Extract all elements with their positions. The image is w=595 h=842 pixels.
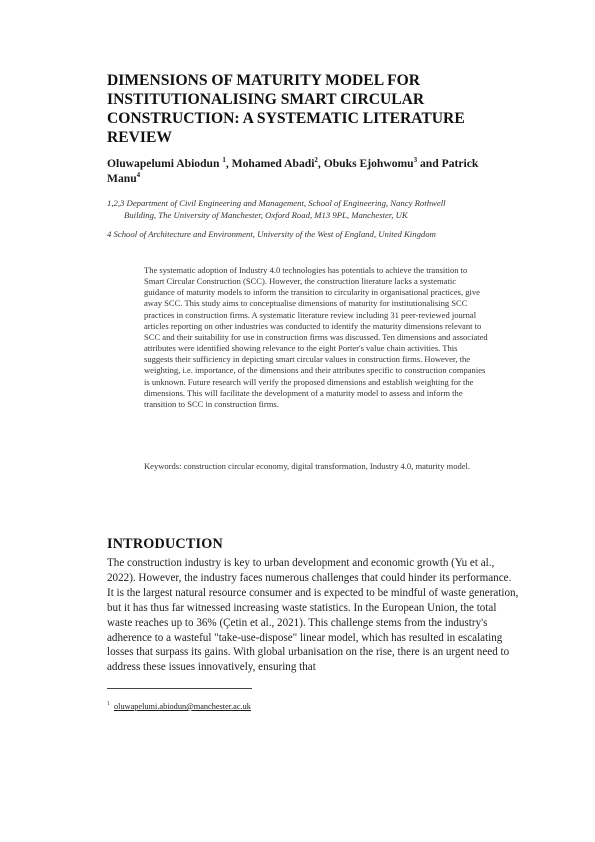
author-name: Patrick Manu: [107, 157, 479, 185]
affiliation-line: Building, The University of Manchester, Oxford Road, M13 9PL, Manchester, UK: [124, 210, 408, 220]
section-heading-introduction: INTRODUCTION: [107, 536, 223, 552]
abstract: The systematic adoption of Industry 4.0 technologies has potentials to achieve the transition to Smart Circular Construction (SCC). However, the construction literature lacks a systematic guidance of maturity models to inform the transition to circularity in organisational practices, give away SCC. This study aims to conceptualise dimensions of maturity for institutionalising SCC practices in construction firms. A systematic literature review including 31 peer-reviewed journal articles reporting on other industries was conducted to identify the maturity dimensions relevant to SCC and their suitability for use in construction firms was discussed. Ten dimensions and associated attributes were identified showing relevance to the eight Porter's value chain activities. This suggests their sufficiency in depicting smart circular values in construction firms. However, the weighting, i.e. importance, of the dimensions and their attributes specific to construction companies is unknown. Future research will verify the proposed dimensions and establish weighting for the dimensions. This will facilitate the development of a maturity model to assess and inform the transition to SCC in construction firms.: [144, 265, 488, 409]
affiliation-manchester: [107, 197, 507, 221]
author-separator: ,: [225, 157, 232, 170]
author-name: Obuks Ejohwomu: [323, 157, 414, 170]
author-affiliation-marker: 4: [136, 171, 141, 180]
introduction-paragraph: The construction industry is key to urban development and economic growth (Yu et al., 2022). However, the industry faces numerous challenges that could hinder its performance. It is the largest natural resource consumer and is expected to be mindful of waste generation, but it has thus far witnessed increasing waste statistics. In the European Union, the total waste reaches up to 36% (Çetin et al., 2021). This challenge stems from the industry's adherence to a wasteful "take-use-dispose" linear model, which has resulted in escalating losses that surpass its gains. With global urbanisation on the rise, there is an urgent need to address these issues innovatively, ensuring that: [107, 557, 519, 674]
footnote-marker: 1: [107, 701, 110, 708]
author-email-link[interactable]: oluwapelumi.abiodun@manchester.ac.uk: [114, 702, 251, 711]
author-affiliation-marker: 2: [314, 156, 318, 165]
author-separator: and: [417, 157, 442, 170]
author-list: [107, 156, 507, 186]
footnote: [107, 702, 251, 711]
author-name: Oluwapelumi Abiodun: [107, 157, 223, 170]
affiliation-uwe: 4 School of Architecture and Environment, University of the West of England, United Kingdom: [107, 229, 436, 239]
keywords: Keywords: construction circular economy, digital transformation, Industry 4.0, maturity model.: [144, 461, 471, 471]
author-name: Mohamed Abadi: [231, 157, 315, 170]
author-separator: ,: [317, 157, 324, 170]
paper-title: DIMENSIONS OF MATURITY MODEL FOR INSTITUTIONALISING SMART CIRCULAR CONSTRUCTION: A SYSTEMATIC LITERATURE REVIEW: [107, 72, 465, 146]
footnote-divider: [107, 688, 252, 689]
author-affiliation-marker: 1: [222, 156, 226, 165]
author-affiliation-marker: 3: [413, 156, 418, 165]
affiliation-line: 1,2,3 Department of Civil Engineering and Management, School of Engineering, Nancy Rothwell: [107, 198, 446, 208]
